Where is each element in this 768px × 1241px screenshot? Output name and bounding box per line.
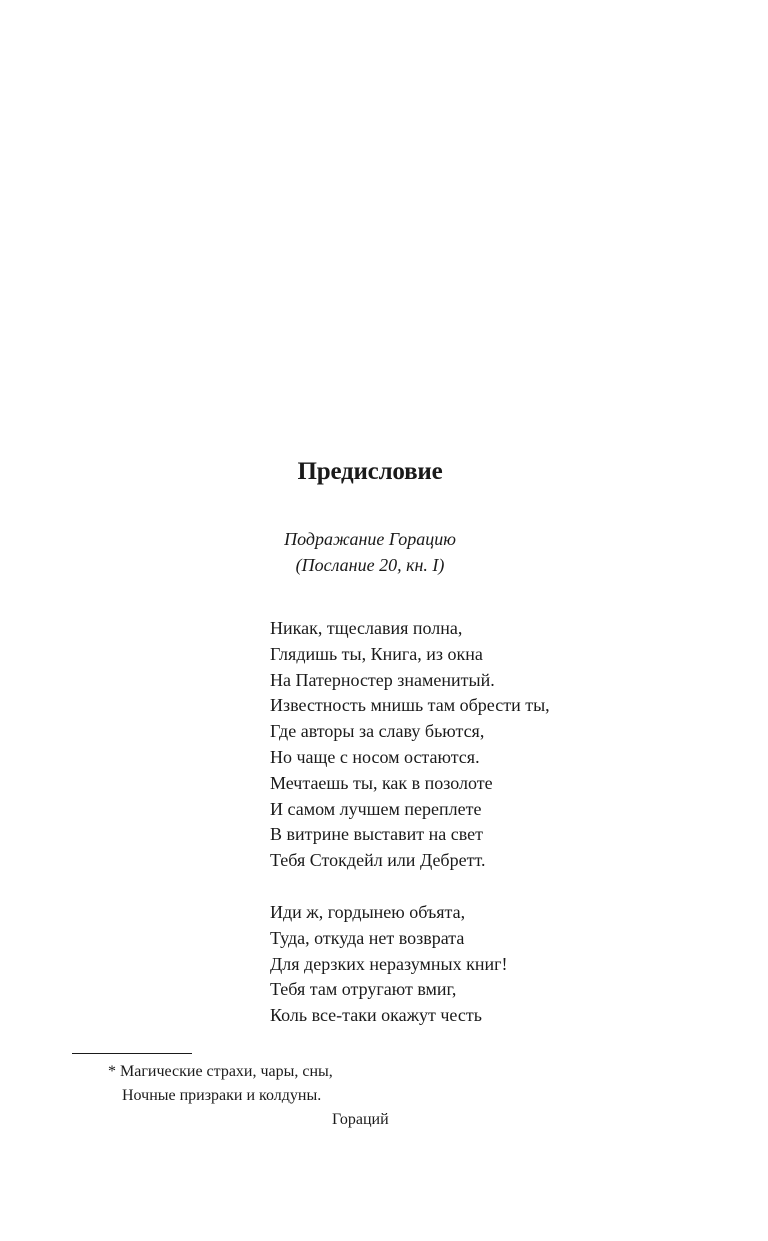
verse-line: В витрине выставит на свет bbox=[270, 824, 483, 845]
verse-line: Известность мнишь там обрести ты, bbox=[270, 695, 550, 716]
page-title: Предисловие bbox=[297, 458, 443, 485]
stanza-1 bbox=[270, 616, 550, 874]
verse-line: Для дерзких неразумных книг! bbox=[270, 953, 508, 974]
verse-line: Коль все-таки окажут честь bbox=[270, 1005, 482, 1026]
epigraph-subtitle: (Послание 20, кн. I) bbox=[295, 555, 445, 575]
verse-line: Туда, откуда нет возврата bbox=[270, 927, 465, 948]
verse-line: Глядишь ты, Книга, из окна bbox=[270, 643, 483, 664]
footnote-line: Ночные призраки и колдуны. bbox=[122, 1087, 322, 1104]
verse-line: И самом лучшем переплете bbox=[270, 798, 482, 819]
verse-line: Никак, тщеславия полна, bbox=[270, 618, 463, 638]
epigraph-title: Подражание Горацию bbox=[284, 529, 456, 549]
stanza-2 bbox=[270, 900, 508, 1029]
verse-line: Тебя там отругают вмиг, bbox=[270, 979, 457, 1000]
verse-line: Иди ж, гордынею объята, bbox=[270, 902, 466, 922]
verse-line: Где авторы за славу бьются, bbox=[270, 721, 485, 742]
verse-line: Мечтаешь ты, как в позолоте bbox=[270, 772, 493, 793]
footnote-divider bbox=[72, 1053, 192, 1054]
footnote-author: Гораций bbox=[332, 1111, 389, 1128]
footnote-line: * Магические страхи, чары, сны, bbox=[108, 1063, 333, 1080]
verse-line: Но чаще с носом остаются. bbox=[270, 746, 480, 767]
footnote bbox=[108, 1060, 389, 1132]
verse-line: На Патерностер знаменитый. bbox=[270, 669, 495, 690]
verse-line: Тебя Стокдейл или Дебретт. bbox=[270, 850, 486, 871]
